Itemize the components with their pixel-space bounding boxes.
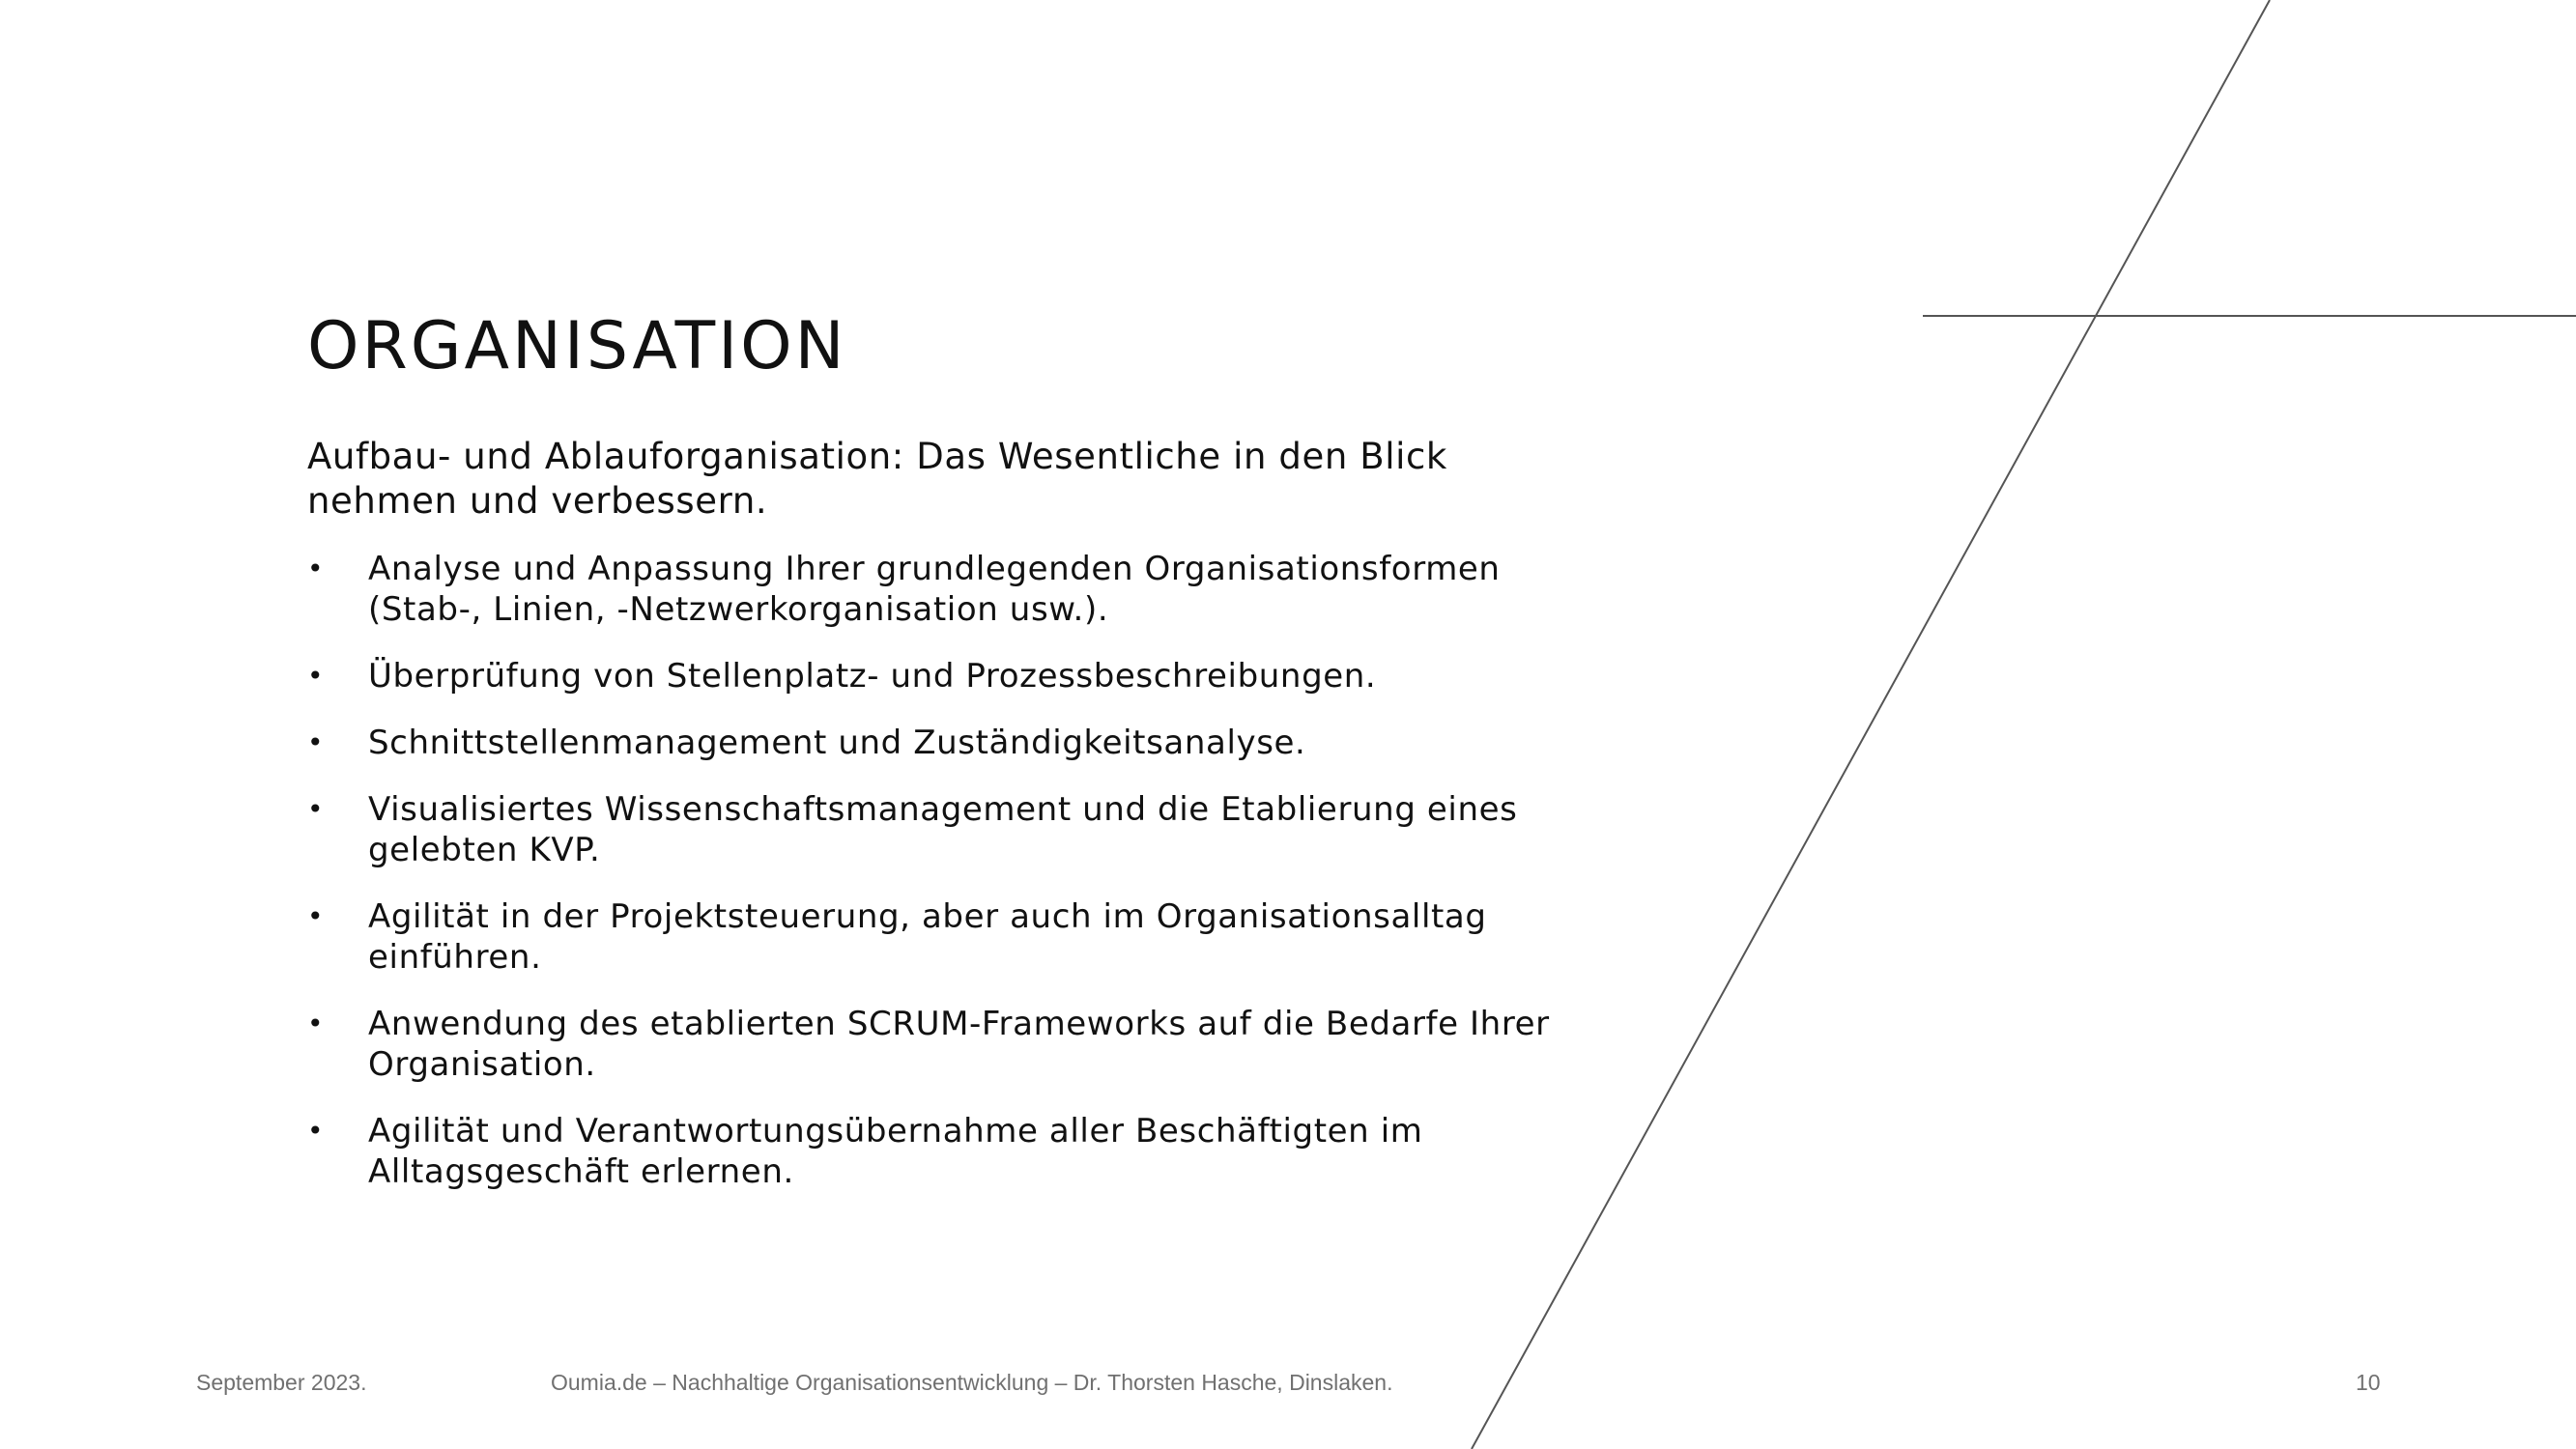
- bullet-icon: •: [307, 660, 325, 692]
- list-item-text: Agilität und Verantwortungsübernahme aller Beschäftigten im Alltagsgeschäft erlernen.: [368, 1112, 1423, 1191]
- list-item-text: Überprüfung von Stellenplatz- und Prozessbeschreibungen.: [368, 657, 1377, 696]
- list-item-text: Visualisiertes Wissenschaftsmanagement und die Etablierung eines gelebten KVP.: [368, 790, 1518, 869]
- list-item: [307, 549, 1592, 630]
- footer-date: September 2023.: [196, 1370, 367, 1395]
- bullet-icon: •: [307, 553, 325, 584]
- list-item: [307, 1004, 1592, 1085]
- list-item-text: Schnittstellenmanagement und Zuständigkeitsanalyse.: [368, 724, 1306, 762]
- slide-content: [307, 435, 1592, 1218]
- page-number: 10: [2356, 1370, 2381, 1395]
- footer-center-text: Oumia.de – Nachhaltige Organisationsentwicklung – Dr. Thorsten Hasche, Dinslaken.: [551, 1370, 1393, 1395]
- bullet-icon: •: [307, 1008, 325, 1039]
- bullet-icon: •: [307, 726, 325, 758]
- list-item-text: Analyse und Anpassung Ihrer grundlegenden Organisationsformen (Stab-, Linien, -Netzwerkorganisation usw.).: [368, 550, 1501, 629]
- intro-text: Aufbau- und Ablauforganisation: Das Wesentliche in den Blick nehmen und verbessern.: [307, 436, 1447, 522]
- slide-title: ORGANISATION: [307, 308, 847, 384]
- bullet-icon: •: [307, 900, 325, 932]
- list-item-text: Anwendung des etablierten SCRUM-Frameworks auf die Bedarfe Ihrer Organisation.: [368, 1005, 1550, 1084]
- list-item: [307, 896, 1592, 978]
- bullet-list: [307, 549, 1592, 1192]
- list-item: [307, 723, 1592, 763]
- list-item: [307, 789, 1592, 870]
- list-item: [307, 656, 1592, 696]
- list-item: [307, 1111, 1592, 1192]
- bullet-icon: •: [307, 793, 325, 825]
- list-item-text: Agilität in der Projektsteuerung, aber auch im Organisationsalltag einführen.: [368, 897, 1487, 977]
- bullet-icon: •: [307, 1115, 325, 1147]
